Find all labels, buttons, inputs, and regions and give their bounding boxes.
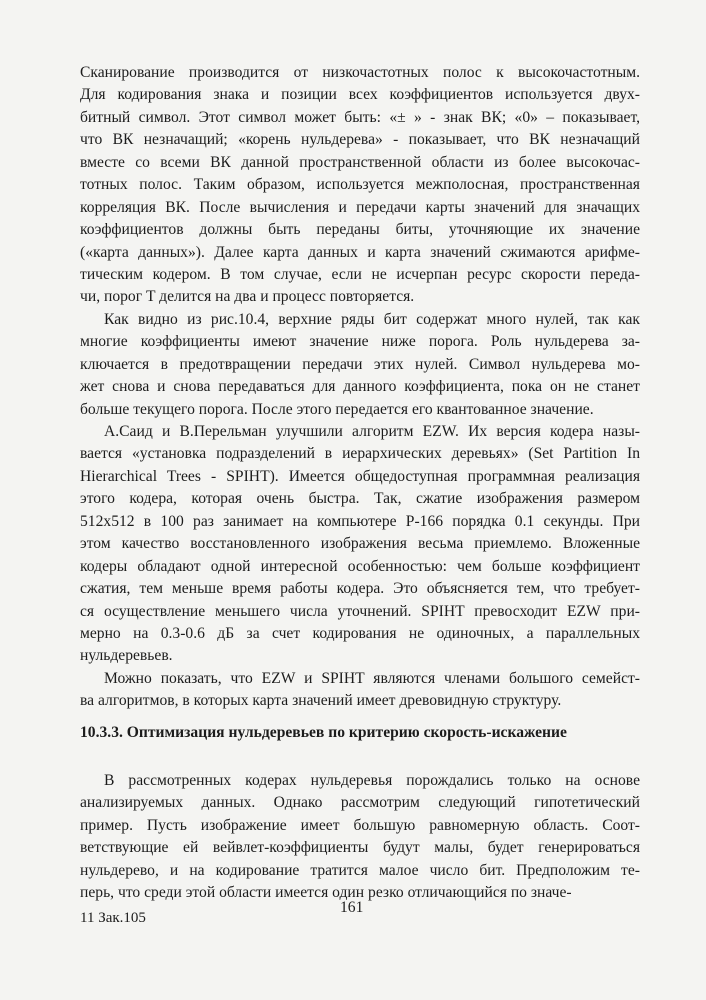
paragraph bbox=[80, 62, 640, 309]
text-line: ветствующие ей вейвлет-коэффициенты будут малы, будет генерироваться bbox=[80, 839, 640, 857]
text-line: Сканирование производится от низкочастотных полос к высокочастотным. bbox=[80, 64, 640, 81]
text-line: мерно на 0.3-0.6 дБ за счет кодирования не одиночных, а параллельных bbox=[80, 624, 640, 642]
paragraph bbox=[80, 309, 640, 421]
text-line: пример. Пусть изображение имеет большую равномерную область. Соот- bbox=[80, 816, 640, 834]
text-line: больше текущего порога. После этого передается его квантованное значение. bbox=[80, 400, 594, 418]
text-line: корреляция ВК. После вычисления и передачи карты значений для значащих bbox=[80, 198, 640, 216]
text-line: анализируемых данных. Однако рассмотрим следующий гипотетический bbox=[80, 794, 640, 812]
text-line: Для кодирования знака и позиции всех коэффициентов используется двух- bbox=[80, 86, 640, 104]
text-line: ва алгоритмов, в которых карта значений имеет древовидную структуру. bbox=[80, 692, 562, 710]
printer-signature: 11 Зак.105 bbox=[80, 910, 146, 926]
text-line: вместе со всеми ВК данной пространственной области из более высокочас- bbox=[80, 153, 640, 171]
paragraph bbox=[80, 421, 640, 668]
text-line: кодеры обладают одной интересной особенностью: чем больше коэффициент bbox=[80, 557, 640, 575]
text-line: перь, что среди этой области имеется один резко отличающийся по значе- bbox=[80, 884, 572, 902]
text-line: сжатия, тем меньше время работы кодера. Это объясняется тем, что требует- bbox=[80, 580, 640, 598]
text-line: Можно показать, что EZW и SPIHT являются членами большого семейст- bbox=[104, 669, 640, 687]
page-number: 161 bbox=[340, 899, 364, 916]
section-heading: 10.3.3. Оптимизация нульдеревьев по критерию скорость-искажение bbox=[80, 724, 567, 741]
text-line: 512x512 в 100 раз занимает на компьютере P-166 порядка 0.1 секунды. При bbox=[80, 512, 640, 530]
paragraph bbox=[80, 668, 640, 713]
text-line: Как видно из рис.10.4, верхние ряды бит содержат много нулей, так как bbox=[104, 310, 640, 328]
text-line: тотных полос. Таким образом, используется межполосная, пространственная bbox=[80, 176, 640, 194]
section-text-block bbox=[80, 770, 640, 905]
text-line: этого кодера, которая очень быстра. Так, сжатие изображения размером bbox=[80, 490, 640, 508]
text-line: битный символ. Этот символ может быть: «± » - знак ВК; «0» – показывает, bbox=[80, 108, 640, 126]
text-line: тическим кодером. В том случае, если не исчерпан ресурс скорости переда- bbox=[80, 265, 640, 283]
text-line: жет снова и снова передаваться для данного коэффициента, пока он не станет bbox=[80, 378, 640, 396]
text-line: В рассмотренных кодерах нульдеревья порождались только на основе bbox=[104, 772, 640, 789]
text-line: чи, порог T делится на два и процесс повторяется. bbox=[80, 288, 415, 306]
text-line: А.Саид и В.Перельман улучшили алгоритм EZW. Их версия кодера назы- bbox=[104, 423, 640, 440]
main-text-block bbox=[80, 62, 640, 713]
text-line: ключается в предотвращении передачи этих нулей. Символ нульдерева мо- bbox=[80, 355, 640, 373]
text-line: нульдерево, и на кодирование тратится малое число бит. Предположим те- bbox=[80, 861, 640, 879]
text-line: ся осуществление меньшего числа уточнений. SPIHT превосходит EZW при- bbox=[80, 602, 640, 620]
text-line: («карта данных»). Далее карта данных и карта значений сжимаются арифме- bbox=[80, 243, 640, 261]
text-line: вается «установка подразделений в иерархических деревьях» (Set Partition In bbox=[80, 445, 640, 463]
text-line: Hierarchical Trees - SPIHT). Имеется общедоступная программная реализация bbox=[80, 467, 640, 485]
text-line: коэффициентов должны быть переданы биты, уточняющие их значение bbox=[80, 221, 640, 239]
paragraph bbox=[80, 770, 640, 905]
text-line: этом качество восстановленного изображения весьма приемлемо. Вложенные bbox=[80, 535, 640, 553]
text-line: что ВК незначащий; «корень нульдерева» - показывает, что ВК незначащий bbox=[80, 131, 640, 149]
text-line: многие коэффициенты имеют значение ниже порога. Роль нульдерева за- bbox=[80, 333, 640, 351]
text-line: нульдеревьев. bbox=[80, 647, 173, 665]
